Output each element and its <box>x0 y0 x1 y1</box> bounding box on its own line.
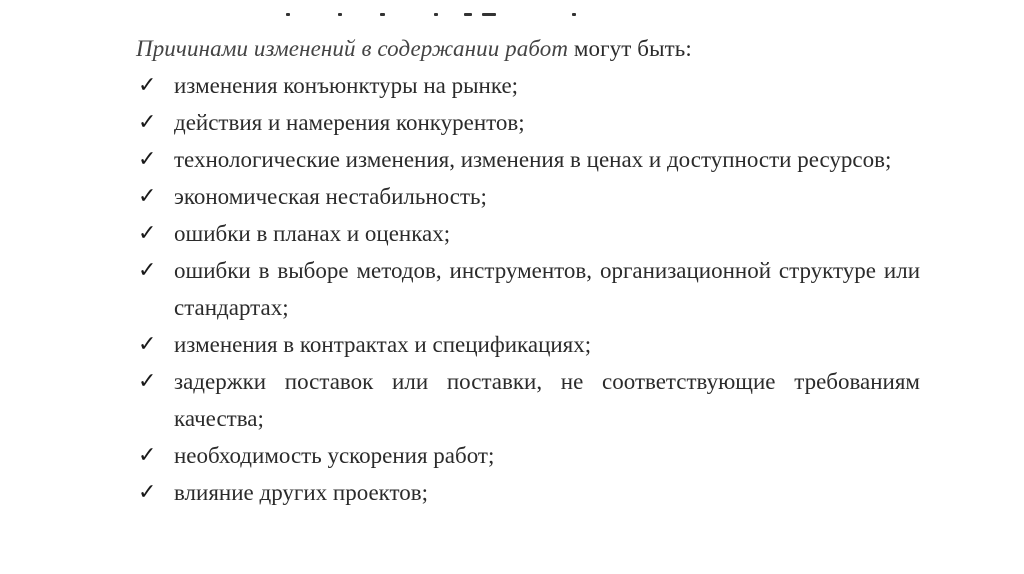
list-item <box>136 67 920 104</box>
intro-rest: могут быть: <box>568 36 692 61</box>
checkmark-icon: ✓ <box>138 332 157 357</box>
list-item <box>136 104 920 141</box>
list-item-text: технологические изменения, изменения в ценах и доступности ресурсов; <box>174 147 892 172</box>
list-item <box>136 363 920 437</box>
list-item-text: изменения конъюнктуры на рынке; <box>174 73 519 98</box>
list-item-text: ошибки в планах и оценках; <box>174 221 451 246</box>
cropped-text-line <box>286 4 586 20</box>
intro-emphasis: Причинами изменений в содержании работ <box>136 36 569 61</box>
list-item <box>136 141 920 178</box>
checkmark-icon: ✓ <box>138 480 157 505</box>
list-item-text: изменения в контрактах и спецификациях; <box>174 332 592 357</box>
checkmark-icon: ✓ <box>138 369 157 394</box>
intro-sentence <box>136 30 920 67</box>
checkmark-icon: ✓ <box>138 221 157 246</box>
list-item-text: действия и намерения конкурентов; <box>174 110 525 135</box>
list-item <box>136 474 920 511</box>
checkmark-icon: ✓ <box>138 443 157 468</box>
list-item-text: экономическая нестабильность; <box>174 184 487 209</box>
list-item-text: необходимость ускорения работ; <box>174 443 495 468</box>
document-content <box>136 30 920 511</box>
checkmark-icon: ✓ <box>138 147 157 172</box>
checkmark-icon: ✓ <box>138 110 157 135</box>
list-item <box>136 215 920 252</box>
list-item <box>136 326 920 363</box>
list-item <box>136 437 920 474</box>
checkmark-icon: ✓ <box>138 184 157 209</box>
checkmark-icon: ✓ <box>138 73 157 98</box>
list-item-text: задержки поставок или поставки, не соответствующие требованиям качества; <box>174 369 920 431</box>
list-item <box>136 252 920 326</box>
checkmark-icon: ✓ <box>138 258 157 283</box>
list-item-text: влияние других проектов; <box>174 480 429 505</box>
reasons-list <box>136 67 920 511</box>
list-item <box>136 178 920 215</box>
list-item-text: ошибки в выборе методов, инструментов, организационной структуре или стандартах; <box>174 258 920 320</box>
